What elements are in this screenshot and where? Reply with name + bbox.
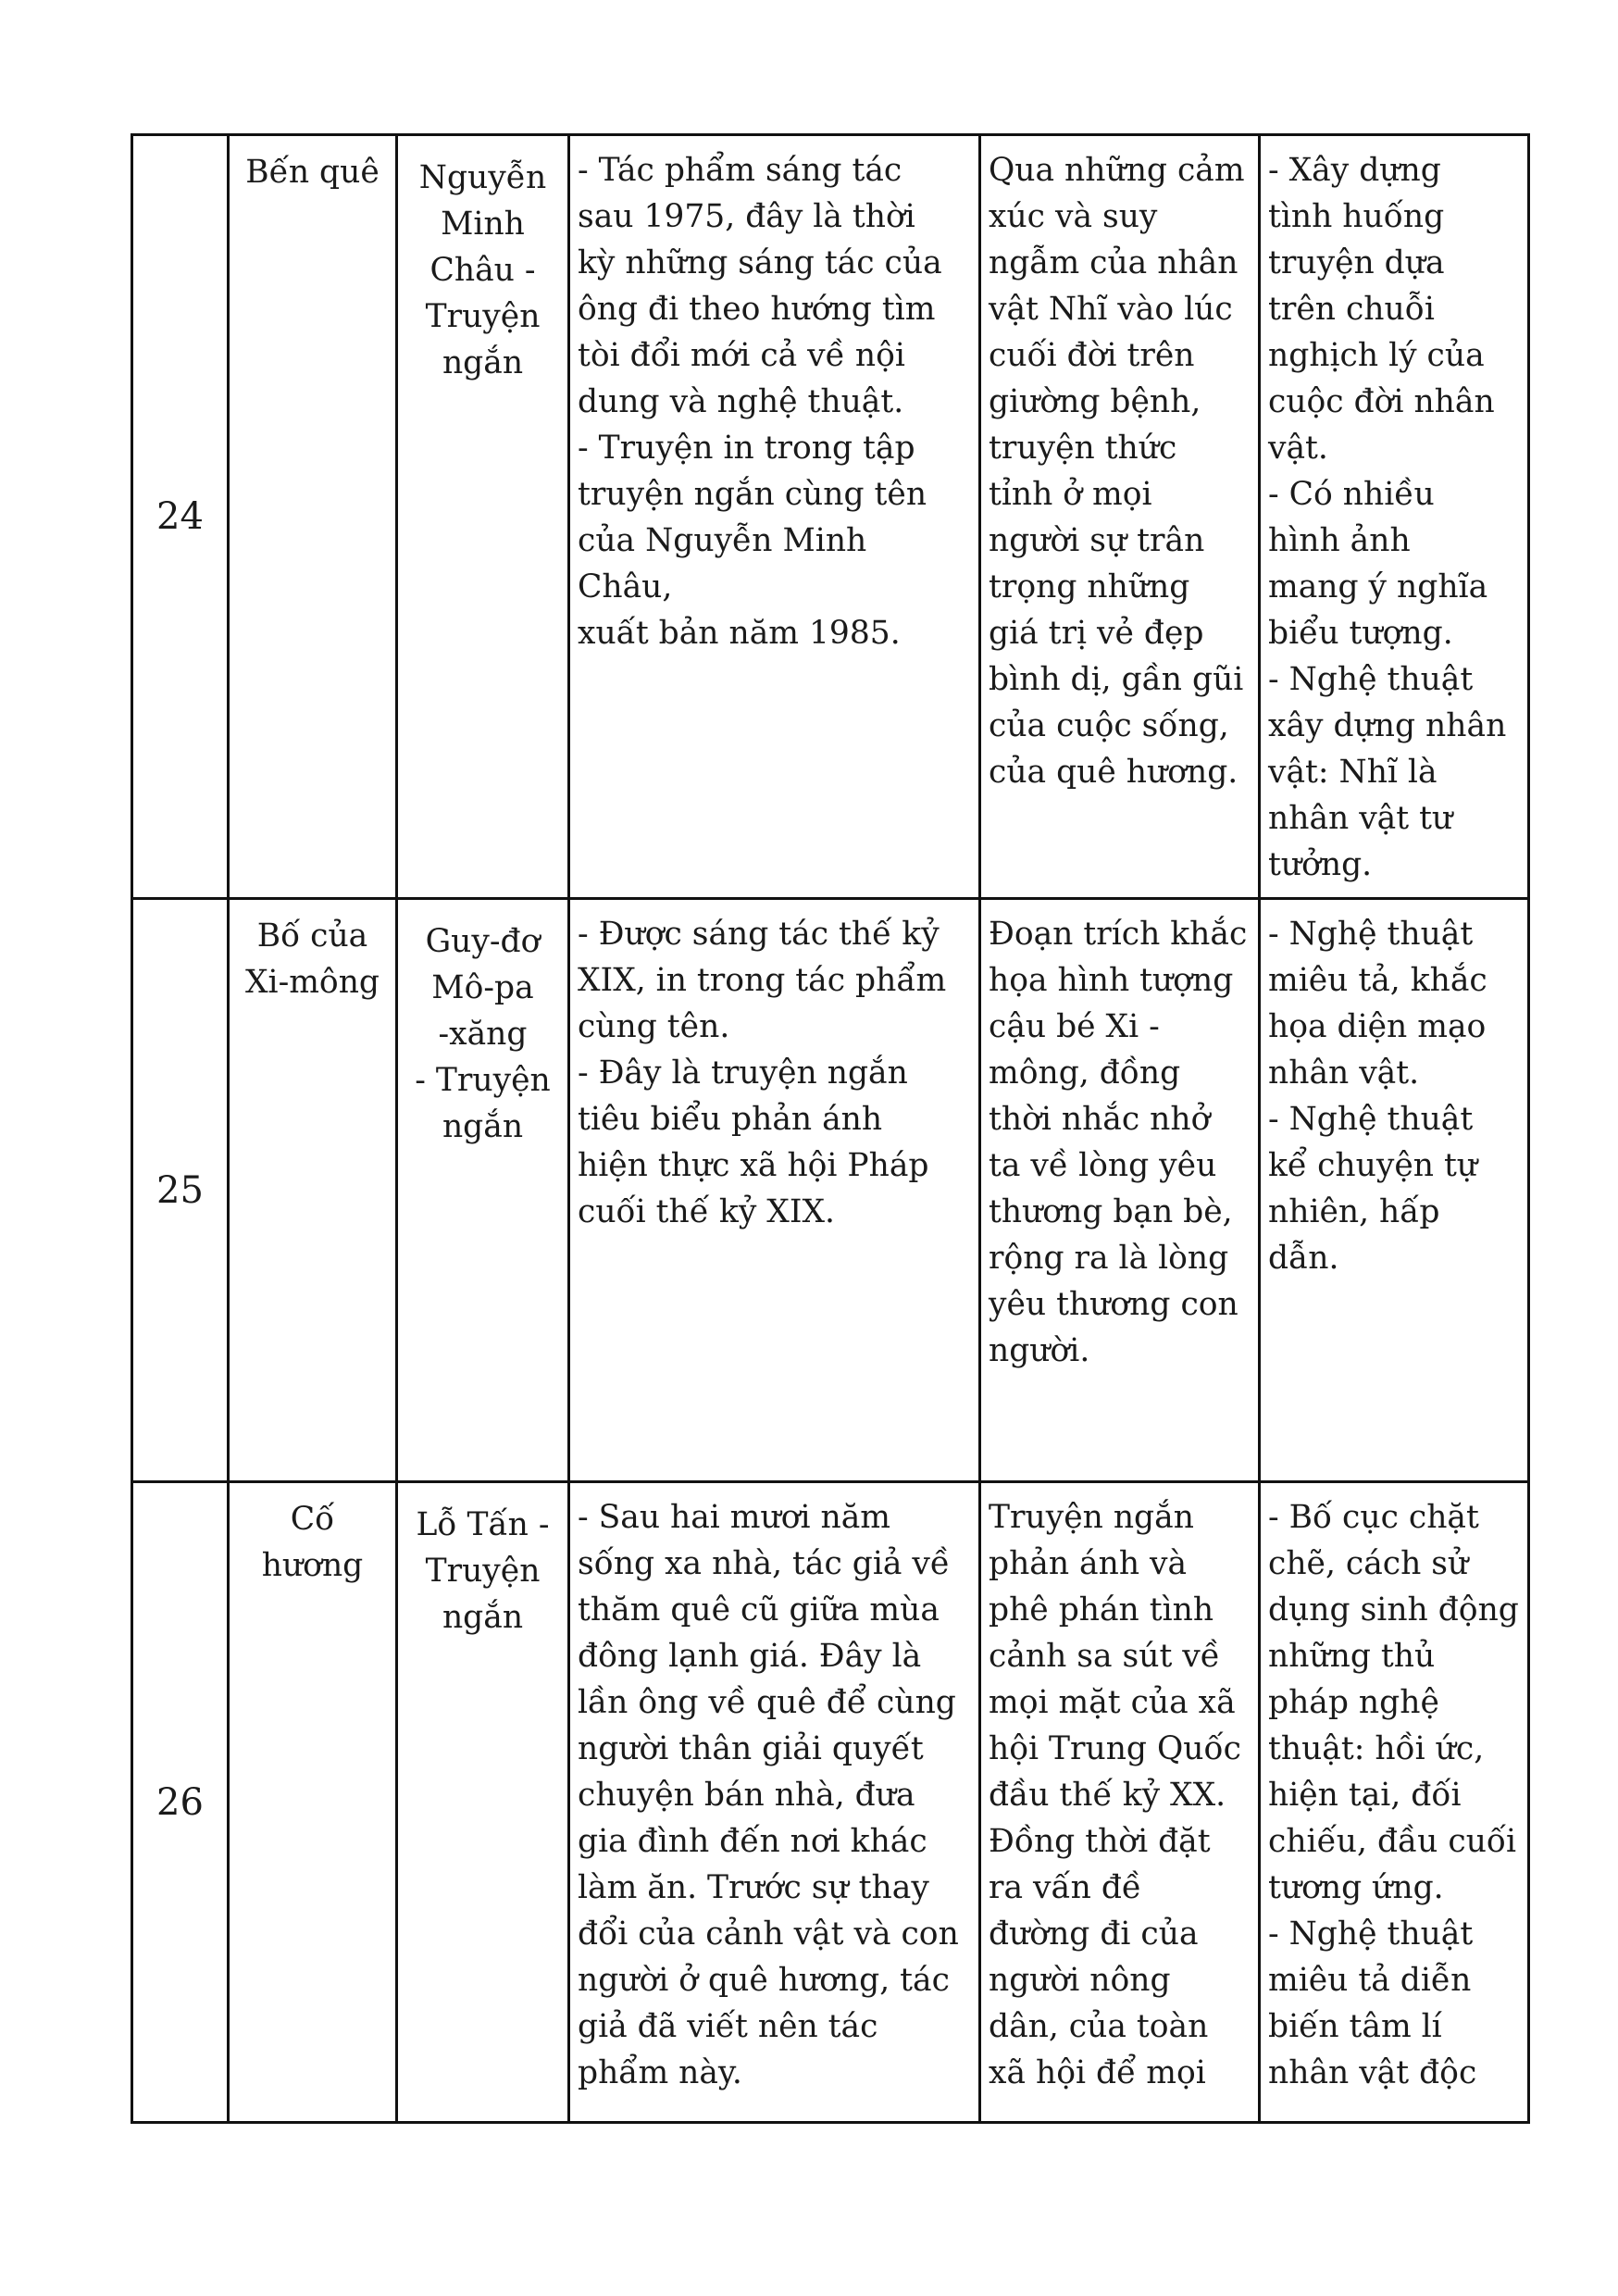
- table-row: [132, 1482, 1529, 2123]
- content-cell: [980, 899, 1260, 1482]
- work-title: Bố của Xi-mông: [244, 917, 380, 1001]
- row-number: 24: [132, 135, 229, 899]
- content-text: Đoạn trích khắc họa hình tượng cậu bé Xi - mông, đồng thời nhắc nhở ta về lòng yêu thương bạn bè, rộng ra là lòng yêu thương con người.: [989, 916, 1248, 1369]
- art-text: - Bố cục chặt chẽ, cách sử dụng sinh động những thủ pháp nghệ thuật: hồi ức, hiện tại, đối chiếu, đầu cuối tương ứng. - Nghệ thuật miêu tả diễn biến tâm lí nhân vật độc: [1268, 1499, 1519, 2091]
- art-text: - Xây dựng tình huống truyện dựa trên chuỗi nghịch lý của cuộc đời nhân vật. - Có nhiều hình ảnh mang ý nghĩa biểu tượng. - Nghệ thuật xây dựng nhân vật: Nhĩ là nhân vật tư tưởng.: [1268, 152, 1507, 883]
- context-text: - Sau hai mươi năm sống xa nhà, tác giả về thăm quê cũ giữa mùa đông lạnh giá. Đây là lần ông về quê để cùng người thân giải quyết chuyện bán nhà, đưa gia đình đến nơi khác làm ăn. Trước sự thay đổi của cảnh vật và con người ở quê hương, tác giả đã viết nên tác phẩm này.: [578, 1499, 959, 2091]
- context-cell: [569, 1482, 980, 2123]
- art-cell: [1260, 899, 1529, 1482]
- context-text: - Được sáng tác thế kỷ XIX, in trong tác phẩm cùng tên. - Đây là truyện ngắn tiêu biểu phản ánh hiện thực xã hội Pháp cuối thế kỷ XIX.: [578, 916, 947, 1230]
- author-genre: Nguyễn Minh Châu - Truyện ngắn: [418, 159, 547, 381]
- row-number: 26: [132, 1482, 229, 2123]
- work-title: Bến quê: [245, 154, 380, 191]
- work-title: Cố hương: [261, 1501, 364, 1584]
- context-cell: [569, 135, 980, 899]
- work-title-cell: [229, 1482, 397, 2123]
- art-cell: [1260, 1482, 1529, 2123]
- content-text: Qua những cảm xúc và suy ngẫm của nhân vật Nhĩ vào lúc cuối đời trên giường bệnh, truyện thức tỉnh ở mọi người sự trân trọng những giá trị vẻ đẹp bình dị, gần gũi của cuộc sống, của quê hương.: [989, 152, 1245, 791]
- author-genre-cell: [397, 1482, 569, 2123]
- literature-table: [131, 133, 1530, 2124]
- table-row: [132, 899, 1529, 1482]
- work-title-cell: [229, 135, 397, 899]
- author-genre: Lỗ Tấn - Truyện ngắn: [416, 1506, 550, 1636]
- art-cell: [1260, 135, 1529, 899]
- row-number: 25: [132, 899, 229, 1482]
- table-row: [132, 135, 1529, 899]
- content-cell: [980, 135, 1260, 899]
- author-genre: Guy-đơ Mô-pa -xăng - Truyện ngắn: [415, 923, 551, 1145]
- author-genre-cell: [397, 135, 569, 899]
- context-cell: [569, 899, 980, 1482]
- context-text: - Tác phẩm sáng tác sau 1975, đây là thời kỳ những sáng tác của ông đi theo hướng tìm tòi đổi mới cả về nội dung và nghệ thuật. - Truyện in trong tập truyện ngắn cùng tên của Nguyễn Minh Châu, xuất bản năm 1985.: [578, 152, 942, 652]
- work-title-cell: [229, 899, 397, 1482]
- content-cell: [980, 1482, 1260, 2123]
- author-genre-cell: [397, 899, 569, 1482]
- content-text: Truyện ngắn phản ánh và phê phán tình cảnh sa sút về mọi mặt của xã hội Trung Quốc đầu thế kỷ XX. Đồng thời đặt ra vấn đề đường đi của người nông dân, của toàn xã hội để mọi: [989, 1499, 1241, 2091]
- art-text: - Nghệ thuật miêu tả, khắc họa diện mạo nhân vật. - Nghệ thuật kể chuyện tự nhiên, hấp dẫn.: [1268, 916, 1487, 1277]
